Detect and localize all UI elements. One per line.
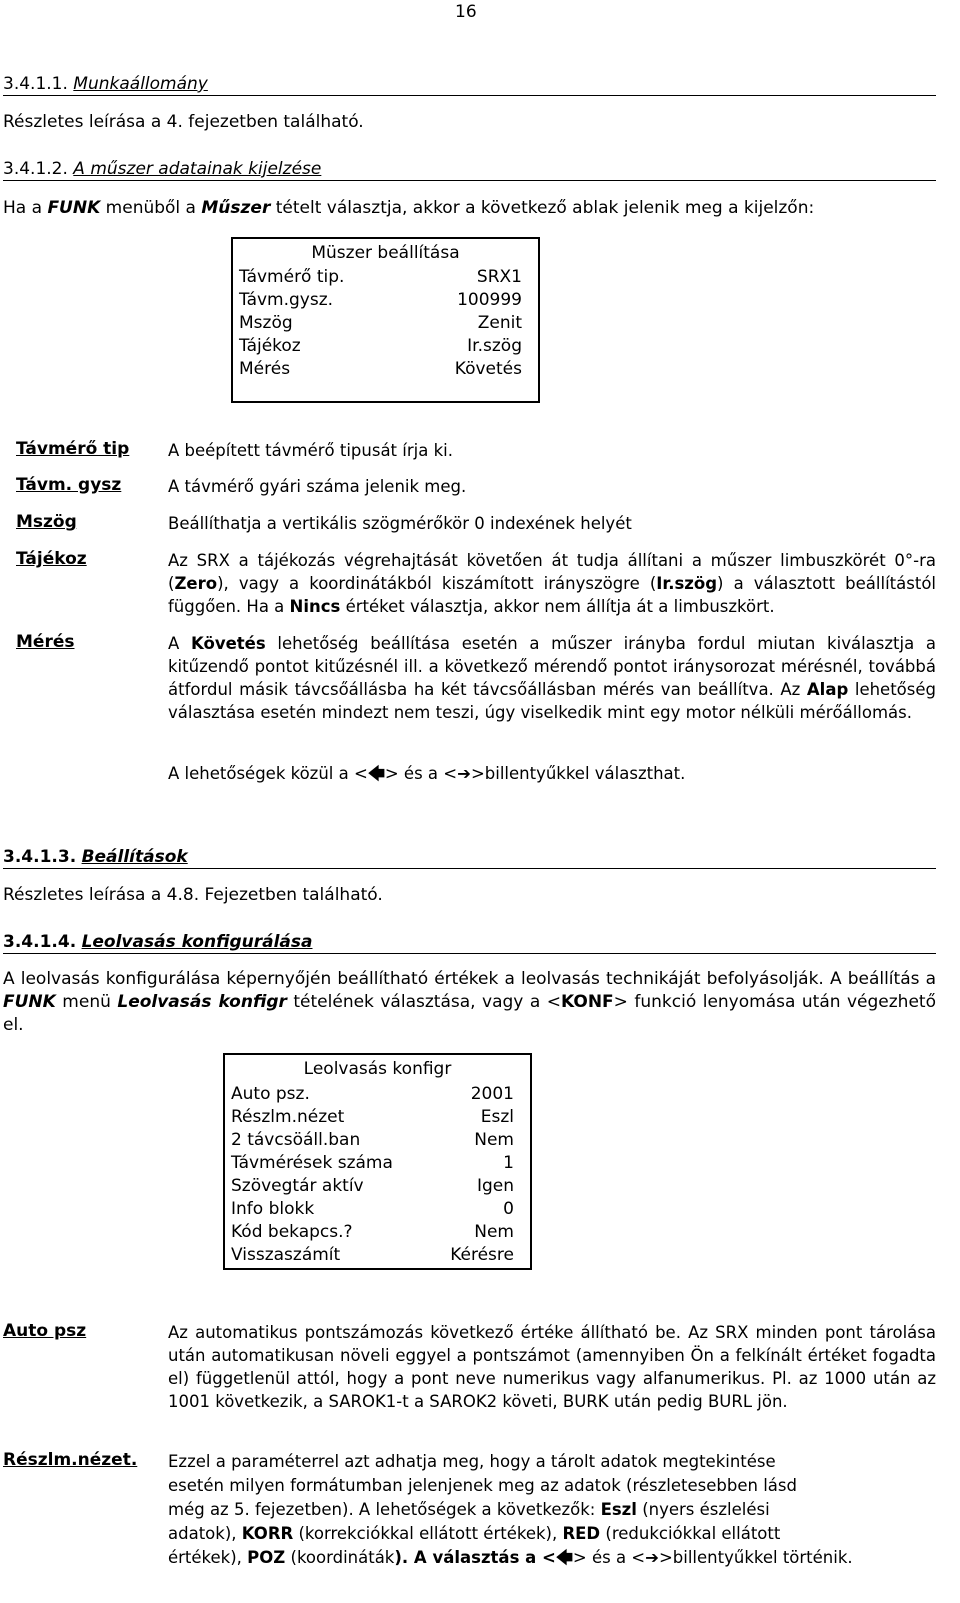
- section-title: Beállítások: [81, 847, 188, 867]
- section-number: 3.4.1.2.: [3, 159, 68, 179]
- section-title: Munkaállomány: [73, 74, 208, 94]
- section-text: Részletes leírása a 4. fejezetben található.: [3, 112, 364, 132]
- screen-row: Visszaszámít Kérésre: [231, 1245, 514, 1265]
- section-text: Részletes leírása a 4.8. Fejezetben található.: [3, 885, 383, 905]
- desc-auto-psz: Az automatikus pontszámozás következő értéke állítható be. Az SRX minden pont tárolása után automatikusan növeli eggyel a pontszámot (amennyiben Ön a felkínált értéket fogadta el) függetlenül attól, hogy a pont neve numerikus vagy alfanumerikus. Pl. az 1000 után az 1001 következik, a SAROK1-t a SAROK2 követi, BURK után pedig BURL jön.: [168, 1323, 936, 1411]
- screen-row: 2 távcsöáll.ban Nem: [231, 1130, 514, 1150]
- screen-row: Kód bekapcs.? Nem: [231, 1222, 514, 1242]
- screen-row: Távm.gysz. 100999: [239, 290, 522, 310]
- screen-row: Info blokk 0: [231, 1199, 514, 1219]
- display-screen-muszer: [231, 237, 540, 403]
- section-number: 3.4.1.3.: [3, 847, 77, 867]
- arrow-left-icon: 🡄: [555, 1548, 573, 1567]
- screen-row: Szövegtár aktív Igen: [231, 1176, 514, 1196]
- term-tajekoz: Tájékoz: [16, 549, 87, 569]
- term-auto-psz: Auto psz: [3, 1321, 87, 1341]
- screen-title: Leolvasás konfigr: [303, 1059, 452, 1079]
- section-intro: Ha a FUNK menüből a Műszer tételt választja, akkor a következő ablak jelenik meg a kijelzőn:: [3, 198, 815, 218]
- section-title: Leolvasás konfigurálása: [81, 932, 313, 952]
- section-heading-leolvasas: [3, 931, 936, 954]
- screen-title: Müszer beállítása: [311, 243, 460, 263]
- term-tavmero-tip: Távmérő tip: [16, 439, 130, 459]
- section-paragraph: A leolvasás konfigurálása képernyőjén beállítható értékek a leolvasás technikáját befolyásolják. A beállítás a FUNK menü Leolvasás konfigr tételének választása, vagy a <KONF> funkció lenyomása után végezhető el.: [3, 969, 936, 1035]
- page-number: 16: [455, 2, 477, 22]
- desc-tavm-gysz: A távmérő gyári száma jelenik meg.: [168, 477, 467, 496]
- section-heading-munkaallomany: [3, 73, 936, 96]
- desc-tajekoz: Az SRX a tájékozás végrehajtását követően át tudja állítani a műszer limbuszkörét 0°-ra (Zero), vagy a koordinátákból kiszámított irányszögre (Ir.szög) a választott beállítástól függően. Ha a Nincs értéket választja, akkor nem állítja át a limbuszkört.: [168, 551, 936, 616]
- screen-row: Tájékoz Ir.szög: [239, 336, 522, 356]
- section-number: 3.4.1.1.: [3, 74, 68, 94]
- screen-row: Távmérő tip. SRX1: [239, 267, 522, 287]
- desc-tavmero-tip: A beépített távmérő tipusát írja ki.: [168, 441, 453, 460]
- term-mszog: Mszög: [16, 512, 77, 532]
- screen-row: Részlm.nézet Eszl: [231, 1107, 514, 1127]
- desc-reszlm-nezet: Ezzel a paraméterrel azt adhatja meg, hogy a tárolt adatok megtekintése esetén milyen formátumban jelenjenek meg az adatok (részletesebben lásd még az 5. fejezetben). A lehetőségek a következők: Eszl (nyers észlelési adatok), KORR (korrekciókkal ellátott értékek), RED (redukciókkal ellátott értékek), POZ (koordináták). A választás a <🡄> és a <➔>billentyűkkel történik.: [168, 1452, 853, 1567]
- desc-keys: A lehetőségek közül a <🡄> és a <➔>billentyűkkel választhat.: [168, 764, 686, 783]
- section-title: A műszer adatainak kijelzése: [73, 159, 322, 179]
- section-heading-muszer-adatai: [3, 158, 936, 181]
- screen-row: Mszög Zenit: [239, 313, 522, 333]
- term-meres: Mérés: [16, 632, 75, 652]
- desc-meres: A Követés lehetőség beállítása esetén a műszer irányba fordul miutan kiválasztja a kitűzendő pontot kitűzésnél ill. a következő mérendő pontot iránysorozat mérésnél, továbbá átfordul másik távcsőállásba ha két távcsőállásban mérés van beállítva. Az Alap lehetőség választása esetén mindezt nem teszi, úgy viselkedik mint egy motor nélküli mérőállomás.: [168, 634, 936, 722]
- section-number: 3.4.1.4.: [3, 932, 77, 952]
- term-reszlm-nezet: Részlm.nézet.: [3, 1450, 138, 1470]
- display-screen-leolvasas: [223, 1053, 532, 1270]
- screen-row: Mérés Követés: [239, 359, 522, 379]
- screen-row: Távmérések száma 1: [231, 1153, 514, 1173]
- section-heading-beallitasok: [3, 846, 936, 869]
- desc-mszog: Beállíthatja a vertikális szögmérőkör 0 indexének helyét: [168, 514, 632, 533]
- arrow-right-icon: ➔: [457, 764, 471, 783]
- arrow-left-icon: 🡄: [367, 764, 385, 783]
- screen-row: Auto psz. 2001: [231, 1084, 514, 1104]
- arrow-right-icon: ➔: [645, 1548, 659, 1567]
- term-tavm-gysz: Távm. gysz: [16, 475, 122, 495]
